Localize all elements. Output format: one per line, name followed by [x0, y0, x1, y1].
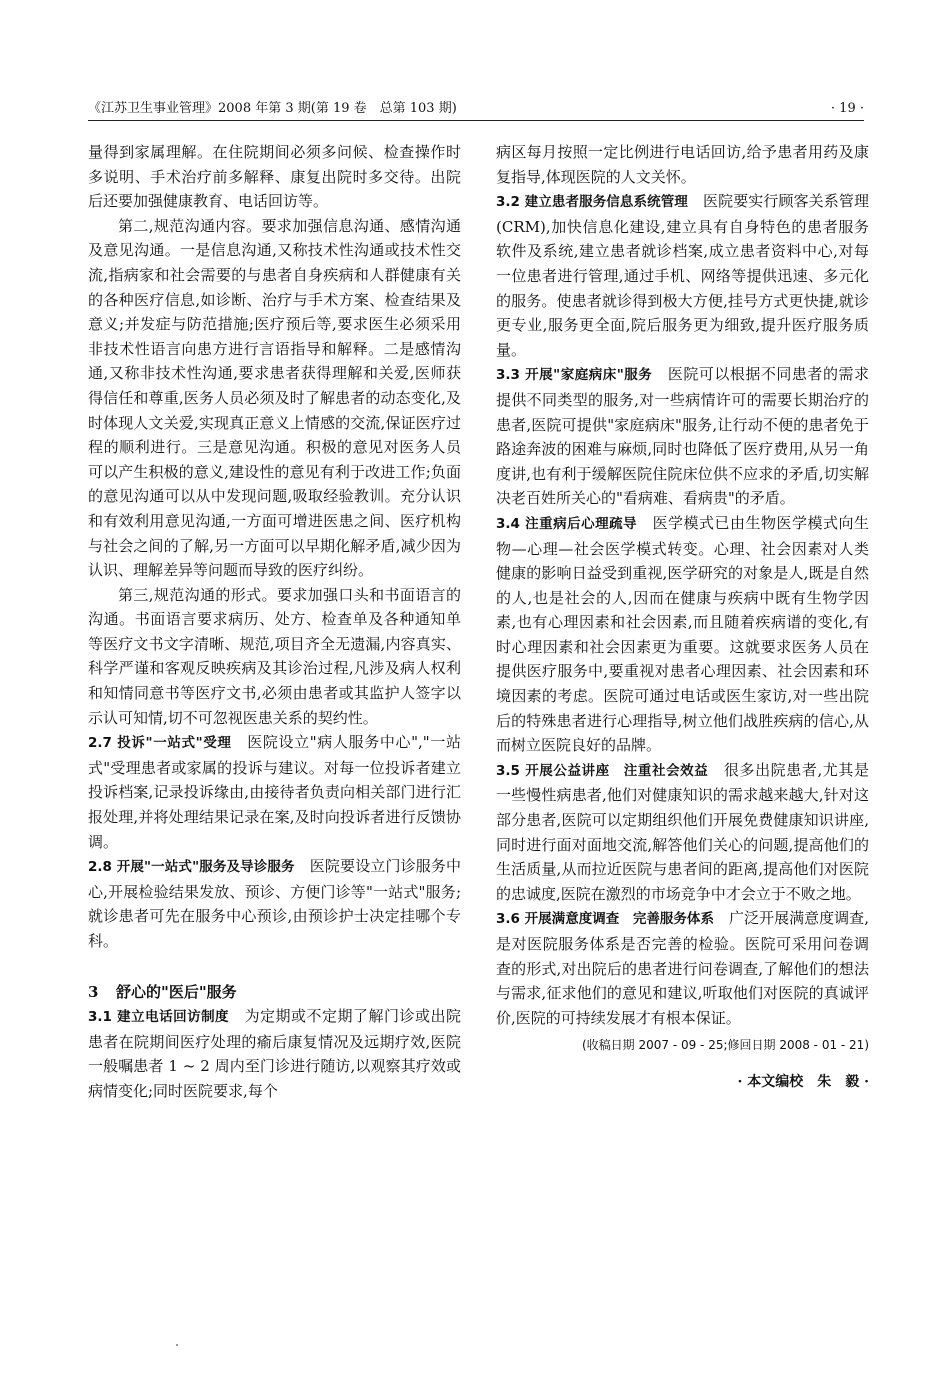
section-3-1 — [88, 1004, 461, 1103]
section-3-6 — [496, 906, 869, 1030]
subsection-heading: 3.4 注重病后心理疏导 — [496, 515, 638, 532]
scan-speck — [176, 1344, 178, 1346]
subsection-body: 很多出院患者,尤其是一些慢性病患者,他们对健康知识的需求越来越大,针对这部分患者,医院可以定期组织他们开展免费健康知识讲座,同时进行面对面地交流,解答他们关心的问题,提高他们的生活质量,从而拉近医院与患者间的距离,提高他们对医院的忠诚度,医院在激烈的市场竞争中才会立于不败之地。 — [496, 760, 869, 903]
subsection-heading: 2.8 开展"一站式"服务及导诊服务 — [88, 859, 295, 876]
section-title: 舒心的"医后"服务 — [116, 982, 237, 1001]
paragraph: 量得到家属理解。在住院期间必须多问候、检查操作时多说明、手术治疗前多解释、康复出院时多交待。出院后还要加强健康教育、电话回访等。 — [88, 143, 461, 211]
subsection-heading: 3.3 开展"家庭病床"服务 — [496, 367, 653, 384]
left-column — [88, 140, 461, 1104]
section-3-5 — [496, 758, 869, 907]
subsection-body: 医学模式已由生物医学模式向生物—心理—社会医学模式转变。心理、社会因素对人类健康的影响日益受到重视,医学研究的对象是人,既是自然的人,也是社会的人,因而在健康与疾病中既有生物学因素,也有心理因素和社会因素,而且随着疾病谱的变化,有时心理因素和社会因素更为重要。这就要求医务人员在提供医疗服务中,要重视对患者心理因素、社会因素和环境因素的考虑。医院可通过电话或医生家访,对一些出院后的特殊患者进行心理指导,树立他们战胜疾病的信心,从而树立医院良好的品牌。 — [496, 513, 869, 755]
section-number: 3 — [88, 982, 99, 1001]
subsection-body: 广泛开展满意度调查,是对医院服务体系是否完善的检验。医院可采用问卷调查的形式,对出院后的患者进行问卷调查,了解他们的想法与需求,征求他们的意见和建议,听取他们对医院的真诚评价,医院的可持续发展才有根本保证。 — [496, 909, 869, 1027]
journal-citation: 《江苏卫生事业管理》2008 年第 3 期(第 19 卷 总第 103 期) — [88, 101, 457, 116]
section-2-8 — [88, 854, 461, 953]
section-3-heading — [88, 980, 461, 1005]
section-2-7 — [88, 730, 461, 854]
subsection-body: 医院可以根据不同患者的需求提供不同类型的服务,对一些病情许可的需要长期治疗的患者,医院可提供"家庭病床"服务,让行动不便的患者免于路途奔波的困难与麻烦,同时也降低了医疗费用,从另一角度讲,也有利于缓解医院住院床位供不应求的矛盾,切实解决老百姓所关心的"看病难、看病贵"的矛盾。 — [496, 365, 869, 508]
right-column — [496, 140, 869, 1108]
subsection-heading: 3.2 建立患者服务信息系统管理 — [496, 194, 688, 211]
subsection-body: 医院要设立门诊服务中心,开展检验结果发放、预诊、方便门诊等"一站式"服务;就诊患者可先在服务中心预诊,由预诊护士决定挂哪个专科。 — [88, 857, 461, 950]
section-3-2 — [496, 189, 869, 362]
subsection-heading: 3.6 开展满意度调查 完善服务体系 — [496, 911, 714, 928]
section-3-3 — [496, 362, 869, 511]
subsection-heading: 2.7 投诉"一站式"受理 — [88, 735, 232, 752]
subsection-body: 医院要实行顾客关系管理(CRM),加快信息化建设,建立具有自身特色的患者服务软件及系统,建立患者就诊档案,成立患者资料中心,对每一位患者进行管理,通过手机、网络等提供迅速、多元化的服务。使患者就诊得到极大方便,挂号方式更快捷,就诊更专业,服务更全面,院后服务更为细致,提升医疗服务质量。 — [496, 192, 869, 359]
page-number: · 19 · — [830, 101, 864, 116]
section-3-4 — [496, 511, 869, 758]
subsection-body: 为定期或不定期了解门诊或出院患者在院期间医疗处理的瘉后康复情况及远期疗效,医院一般嘱患者 1 ~ 2 周内至门诊进行随访,以观察其疗效或病情变化;同时医院要求,每个 — [88, 1007, 461, 1100]
subsection-heading: 3.5 开展公益讲座 注重社会效益 — [496, 762, 709, 779]
editor-credit: · 本文编校 朱 毅 · — [737, 1074, 869, 1091]
received-dates: (收稿日期 2007 - 09 - 25;修回日期 2008 - 01 - 21) — [581, 1038, 869, 1053]
subsection-body: 医院设立"病人服务中心","一站式"受理患者或家属的投诉与建议。对每一位投诉者建立投诉档案,记录投诉缘由,由接待者负责向相关部门进行汇报处理,并将处理结果记录在案,及时向投诉者进行反馈协调。 — [88, 733, 461, 851]
paragraph: 第三,规范沟通的形式。要求加强口头和书面语言的沟通。书面语言要求病历、处方、检查单及各种通知单等医疗文书文字清晰、规范,项目齐全无遗漏,内容真实、科学严谨和客观反映疾病及其诊治过程,凡涉及病人权利和知情同意书等医疗文书,必须由患者或其监护人签字以示认可知情,切不可忽视医患关系的契约性。 — [88, 585, 461, 727]
running-header — [88, 98, 864, 121]
subsection-heading: 3.1 建立电话回访制度 — [88, 1009, 230, 1026]
paragraph: 第二,规范沟通内容。要求加强信息沟通、感情沟通及意见沟通。一是信息沟通,又称技术性沟通或技术性交流,指病家和社会需要的与患者自身疾病和人群健康有关的各种医疗信息,如诊断、治疗与手术方案、检查结果及意义;并发症与防范措施;医疗预后等,要求医生必须采用非技术性语言向患方进行言语指导和解释。二是感情沟通,又称非技术性沟通,要求患者获得理解和关爱,医师获得信任和尊重,医务人员必须及时了解患者的动态变化,及时体现人文关爱,实现真正意义上情感的交流,保证医疗过程的顺利进行。三是意见沟通。积极的意见对医务人员可以产生积极的意义,建设性的意见有利于改进工作;负面的意见沟通可以从中发现问题,吸取经验教训。充分认识和有效利用意见沟通,一方面可增进医患之间、医疗机构与社会之间的了解,另一方面可以早期化解矛盾,减少因为认识、理解差异等问题而导致的医疗纠纷。 — [88, 216, 461, 580]
paragraph: 病区每月按照一定比例进行电话回访,给予患者用药及康复指导,体现医院的人文关怀。 — [496, 143, 869, 186]
